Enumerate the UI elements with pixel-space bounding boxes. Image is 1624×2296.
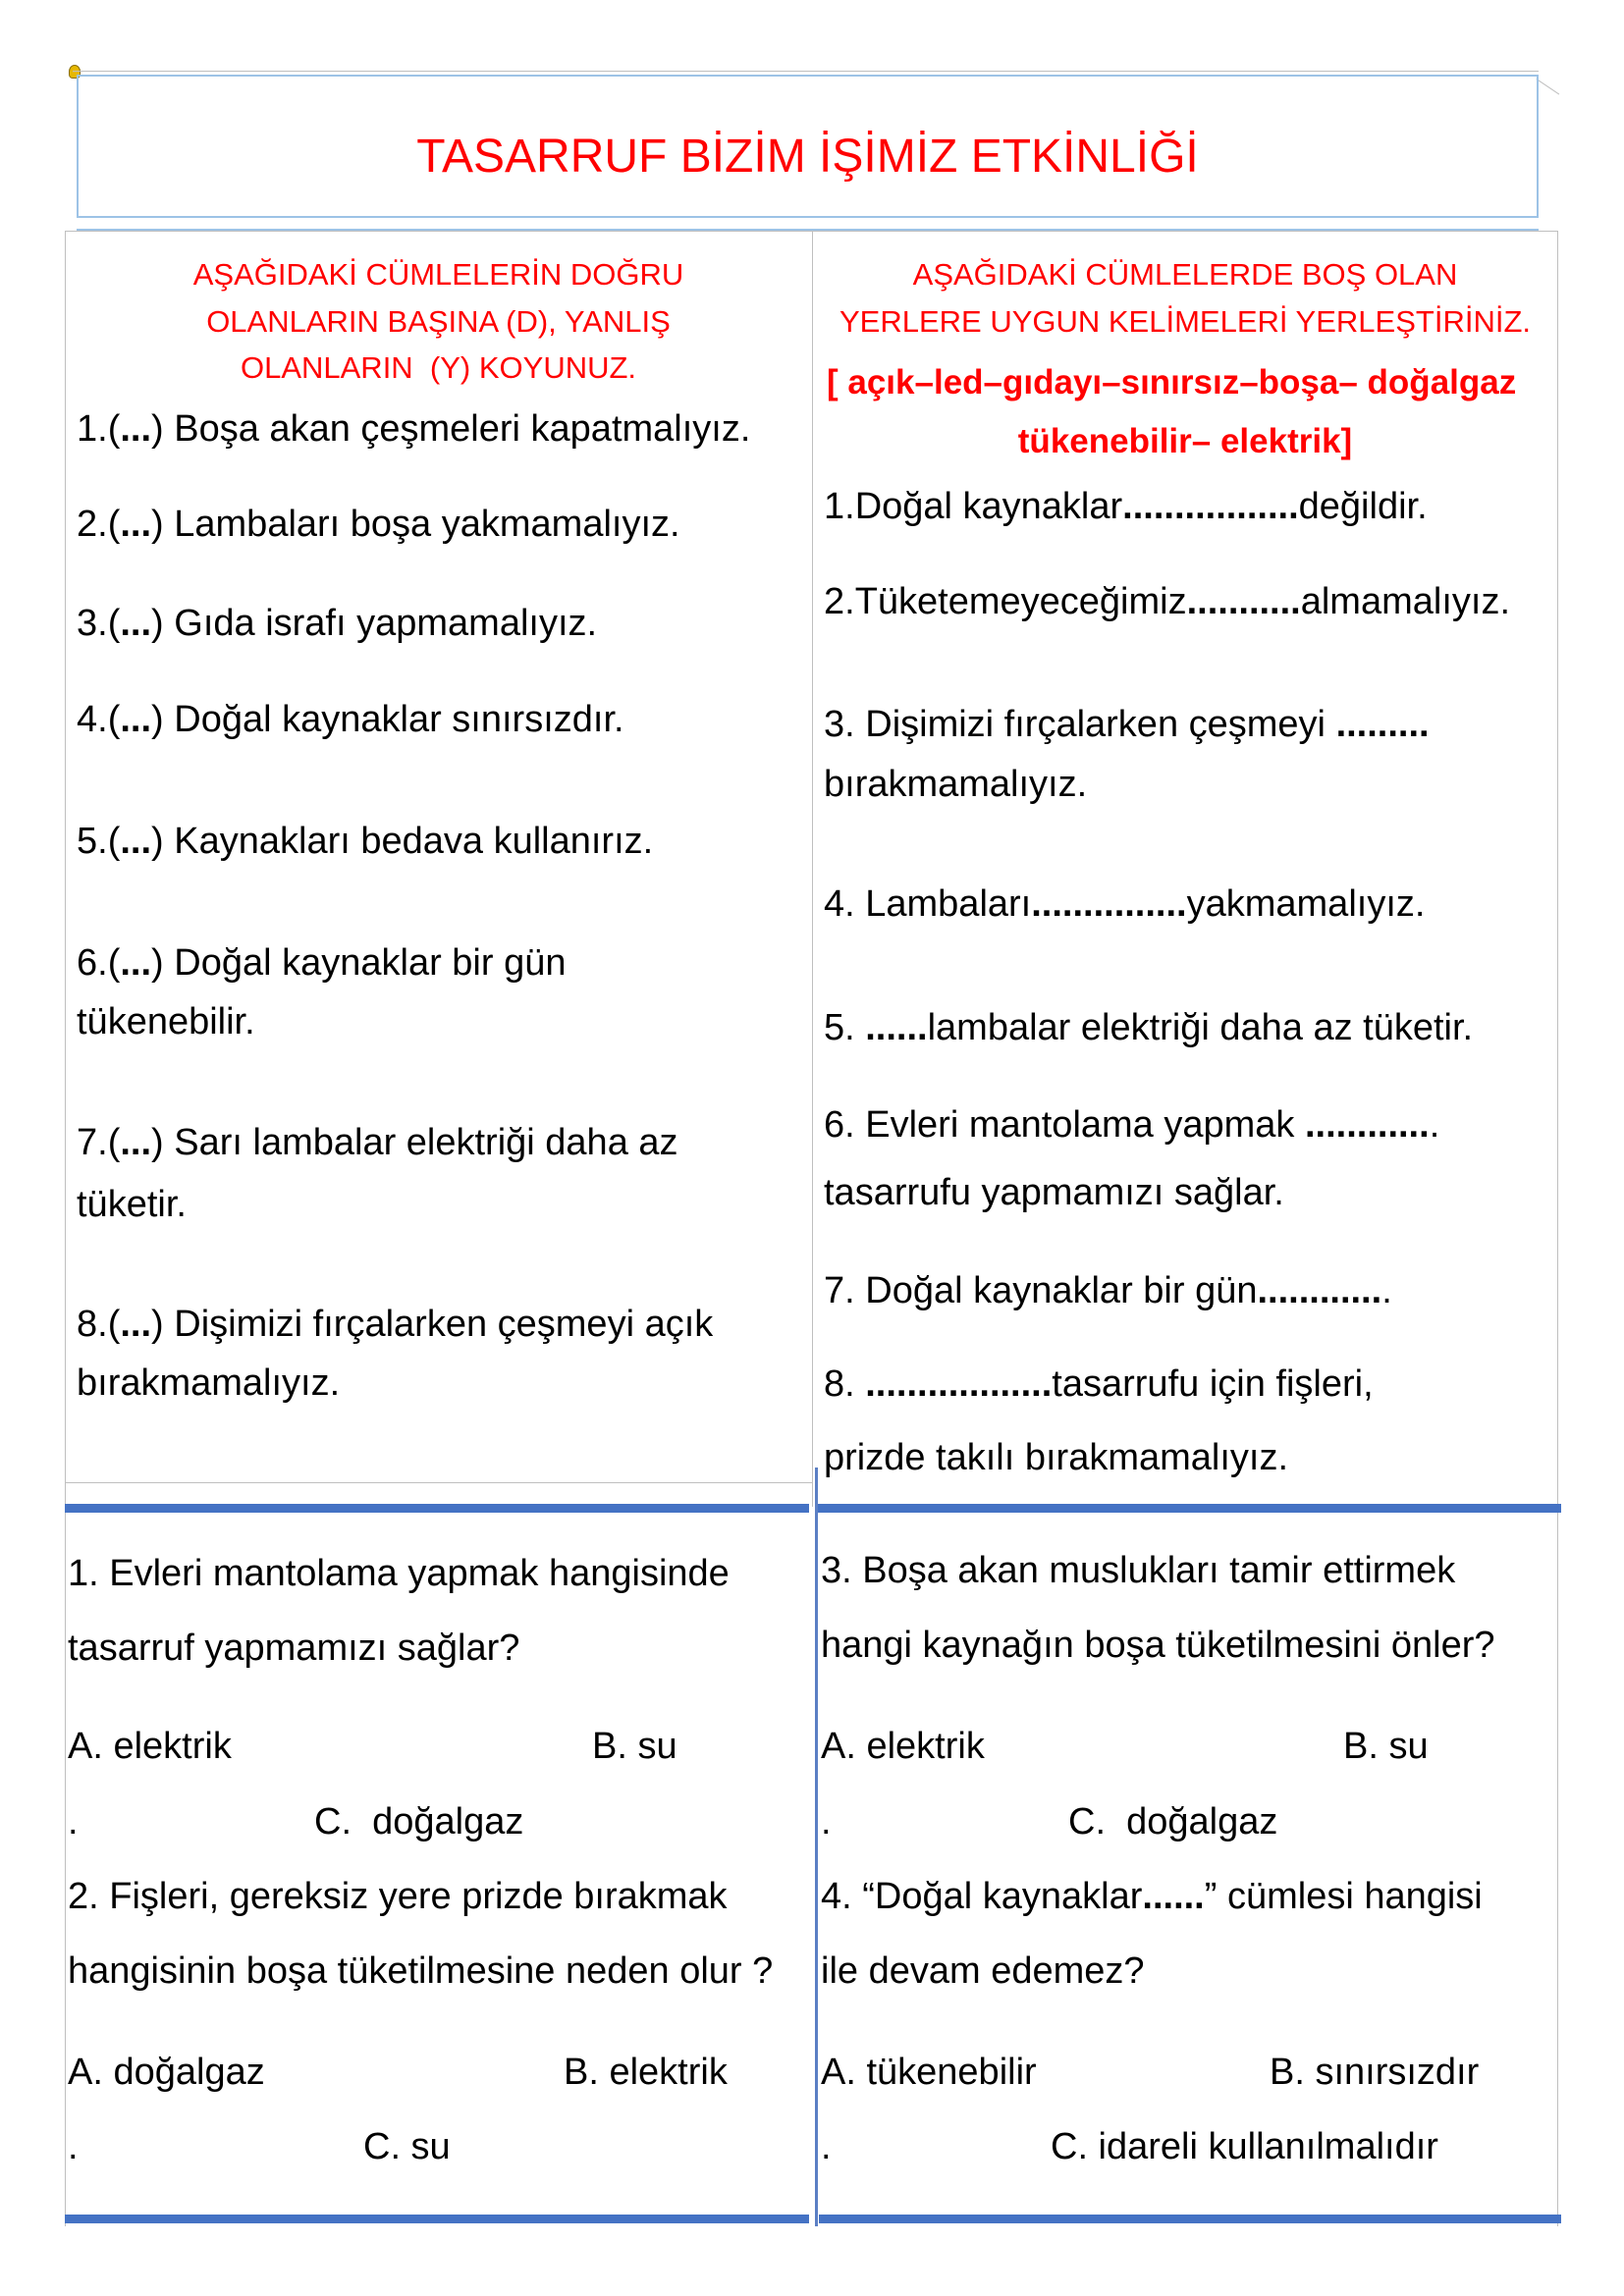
true-false-item	[77, 1303, 713, 1346]
item-number: 6.(	[77, 942, 121, 984]
option-dot: .	[821, 2126, 832, 2167]
item-number: 4.(	[77, 699, 121, 740]
true-false-item	[77, 503, 680, 546]
question-text: hangi kaynağın boşa tüketilmesini önler?	[821, 1625, 1495, 1666]
true-false-item	[77, 1121, 678, 1164]
option-c: C. doğalgaz	[1068, 1801, 1278, 1842]
option-c: C. doğalgaz	[314, 1801, 524, 1842]
fill-blank-item	[824, 580, 1510, 623]
item-text-continued: prizde takılı bırakmamalıyız.	[824, 1437, 1289, 1478]
item-text-continued: bırakmamalıyız.	[824, 764, 1088, 805]
item-text-continued: bırakmamalıyız.	[77, 1362, 341, 1404]
question-text-part: 4. “Doğal kaynaklar	[821, 1876, 1143, 1917]
question-text-part: ” cümlesi hangisi	[1204, 1876, 1483, 1917]
item-text: değildir.	[1298, 486, 1428, 527]
item-text-continued: tasarrufu yapmamızı sağlar.	[824, 1172, 1284, 1213]
option-a: A. elektrik	[821, 1726, 985, 1767]
answer-blank: ...............	[1031, 883, 1187, 925]
true-false-item	[77, 602, 597, 645]
fill-blank-item	[824, 1006, 1473, 1049]
item-text: ) Doğal kaynaklar bir gün	[151, 942, 567, 984]
option-dot: .	[68, 2126, 79, 2167]
item-text: ) Sarı lambalar elektriği daha az	[151, 1122, 678, 1163]
item-text-continued: tükenebilir.	[77, 1001, 255, 1042]
answer-blank: ...	[120, 504, 152, 545]
item-text: 3. Dişimizi fırçalarken çeşmeyi	[824, 704, 1336, 745]
fill-blanks-instruction: AŞAĞIDAKİ CÜMLELERDE BOŞ OLAN	[912, 257, 1458, 292]
left-section-bottom-line	[65, 1482, 812, 1483]
item-text: tasarrufu için fişleri,	[1052, 1363, 1374, 1405]
true-false-item	[77, 407, 750, 451]
section-divider-left	[65, 1504, 809, 1513]
answer-blank: ...	[120, 603, 152, 644]
option-a: A. doğalgaz	[68, 2052, 265, 2093]
question-text: 3. Boşa akan muslukları tamir ettirmek	[821, 1550, 1456, 1591]
item-text: ) Kaynakları bedava kullanırız.	[151, 821, 654, 862]
item-text: ) Boşa akan çeşmeleri kapatmalıyız.	[151, 408, 751, 450]
fill-blank-item	[824, 485, 1428, 528]
item-text: almamalıyız.	[1300, 581, 1511, 622]
item-text: 2.Tüketemeyeceğimiz	[824, 581, 1187, 622]
answer-blank: ...	[120, 1304, 152, 1345]
frame-right-border	[1557, 231, 1558, 2226]
section-divider-right	[817, 1504, 1561, 1513]
option-b: B. su	[1343, 1726, 1429, 1767]
title-frame-corner-line	[1536, 79, 1559, 94]
true-false-item	[77, 698, 624, 741]
true-false-item	[77, 941, 566, 985]
answer-blank: ......	[865, 1007, 928, 1048]
answer-blank: ...	[120, 942, 152, 984]
question-text: 1. Evleri mantolama yapmak hangisinde	[68, 1553, 730, 1594]
option-c: C. su	[363, 2126, 451, 2167]
page-title: TASARRUF BİZİM İŞİMİZ ETKİNLİĞİ	[416, 131, 1199, 183]
word-bank: tükenebilir– elektrik]	[1017, 422, 1353, 460]
answer-blank: ...	[120, 408, 152, 450]
item-number: 5.(	[77, 821, 121, 862]
answer-blank: ............	[1257, 1270, 1382, 1311]
answer-blank: ...	[120, 821, 152, 862]
question-text: tasarruf yapmamızı sağlar?	[68, 1628, 520, 1669]
item-text: ) Lambaları boşa yakmamalıyız.	[151, 504, 680, 545]
item-text: 5.	[824, 1007, 866, 1048]
answer-blank: ............	[1304, 1104, 1430, 1146]
question-text: hangisinin boşa tüketilmesine neden olur ?	[68, 1950, 774, 1992]
item-text: lambalar elektriği daha az tüketir.	[927, 1007, 1474, 1048]
question-text: ile devam edemez?	[821, 1950, 1145, 1992]
answer-blank: ..................	[865, 1363, 1053, 1405]
true-false-item	[77, 820, 653, 863]
option-b: B. su	[592, 1726, 677, 1767]
option-a: A. elektrik	[68, 1726, 232, 1767]
item-number: 2.(	[77, 504, 121, 545]
item-text: 4. Lambaları	[824, 883, 1032, 925]
answer-blank: ...	[120, 699, 152, 740]
fill-blank-item	[824, 1362, 1374, 1406]
item-number: 8.(	[77, 1304, 121, 1345]
item-number: 3.(	[77, 603, 121, 644]
item-number: 1.(	[77, 408, 121, 450]
answer-blank: ......	[1142, 1876, 1205, 1917]
word-bank: [ açık–led–gıdayı–sınırsız–boşa– doğalgaz	[827, 363, 1517, 401]
item-text: 6. Evleri mantolama yapmak	[824, 1104, 1305, 1146]
option-dot: .	[68, 1801, 79, 1842]
fill-blanks-instruction: YERLERE UYGUN KELİMELERİ YERLEŞTİRİNİZ.	[839, 304, 1531, 339]
fill-blank-item	[824, 1269, 1392, 1312]
fill-blank-item	[824, 882, 1425, 926]
option-b: B. sınırsızdır	[1270, 2052, 1480, 2093]
option-c: C. idareli kullanılmalıdır	[1051, 2126, 1438, 2167]
option-dot: .	[821, 1801, 832, 1842]
fill-blank-item	[824, 1103, 1439, 1147]
answer-blank: ...	[120, 1122, 152, 1163]
item-text: ) Dişimizi fırçalarken çeşmeyi açık	[151, 1304, 714, 1345]
true-false-instruction: OLANLARIN BAŞINA (D), YANLIŞ	[206, 304, 671, 339]
item-text: ) Gıda israfı yapmamalıyız.	[151, 603, 598, 644]
fill-blank-item	[824, 703, 1430, 746]
option-a: A. tükenebilir	[821, 2052, 1037, 2093]
question-text: 2. Fişleri, gereksiz yere prizde bırakmak	[68, 1876, 728, 1917]
item-text: .	[1429, 1104, 1440, 1146]
true-false-instruction: OLANLARIN (Y) KOYUNUZ.	[240, 350, 637, 385]
true-false-instruction: AŞAĞIDAKİ CÜMLELERİN DOĞRU	[192, 257, 684, 292]
bottom-column-divider	[815, 1468, 818, 2226]
item-text-continued: tüketir.	[77, 1184, 187, 1225]
item-text: 7. Doğal kaynaklar bir gün	[824, 1270, 1258, 1311]
answer-blank: ...........	[1186, 581, 1301, 622]
item-number: 7.(	[77, 1122, 121, 1163]
frame-left-border	[65, 231, 66, 2226]
bottom-border-left	[65, 2215, 809, 2223]
item-text: 1.Doğal kaynaklar	[824, 486, 1123, 527]
bottom-border-right	[819, 2215, 1561, 2223]
answer-blank: .................	[1122, 486, 1299, 527]
title-frame-top-line	[73, 71, 1539, 72]
option-b: B. elektrik	[564, 2052, 728, 2093]
item-text: yakmamalıyız.	[1186, 883, 1426, 925]
item-text: ) Doğal kaynaklar sınırsızdır.	[151, 699, 624, 740]
item-text: .	[1381, 1270, 1392, 1311]
answer-blank: .........	[1335, 704, 1430, 745]
question-text	[821, 1875, 1483, 1918]
item-text: 8.	[824, 1363, 866, 1405]
